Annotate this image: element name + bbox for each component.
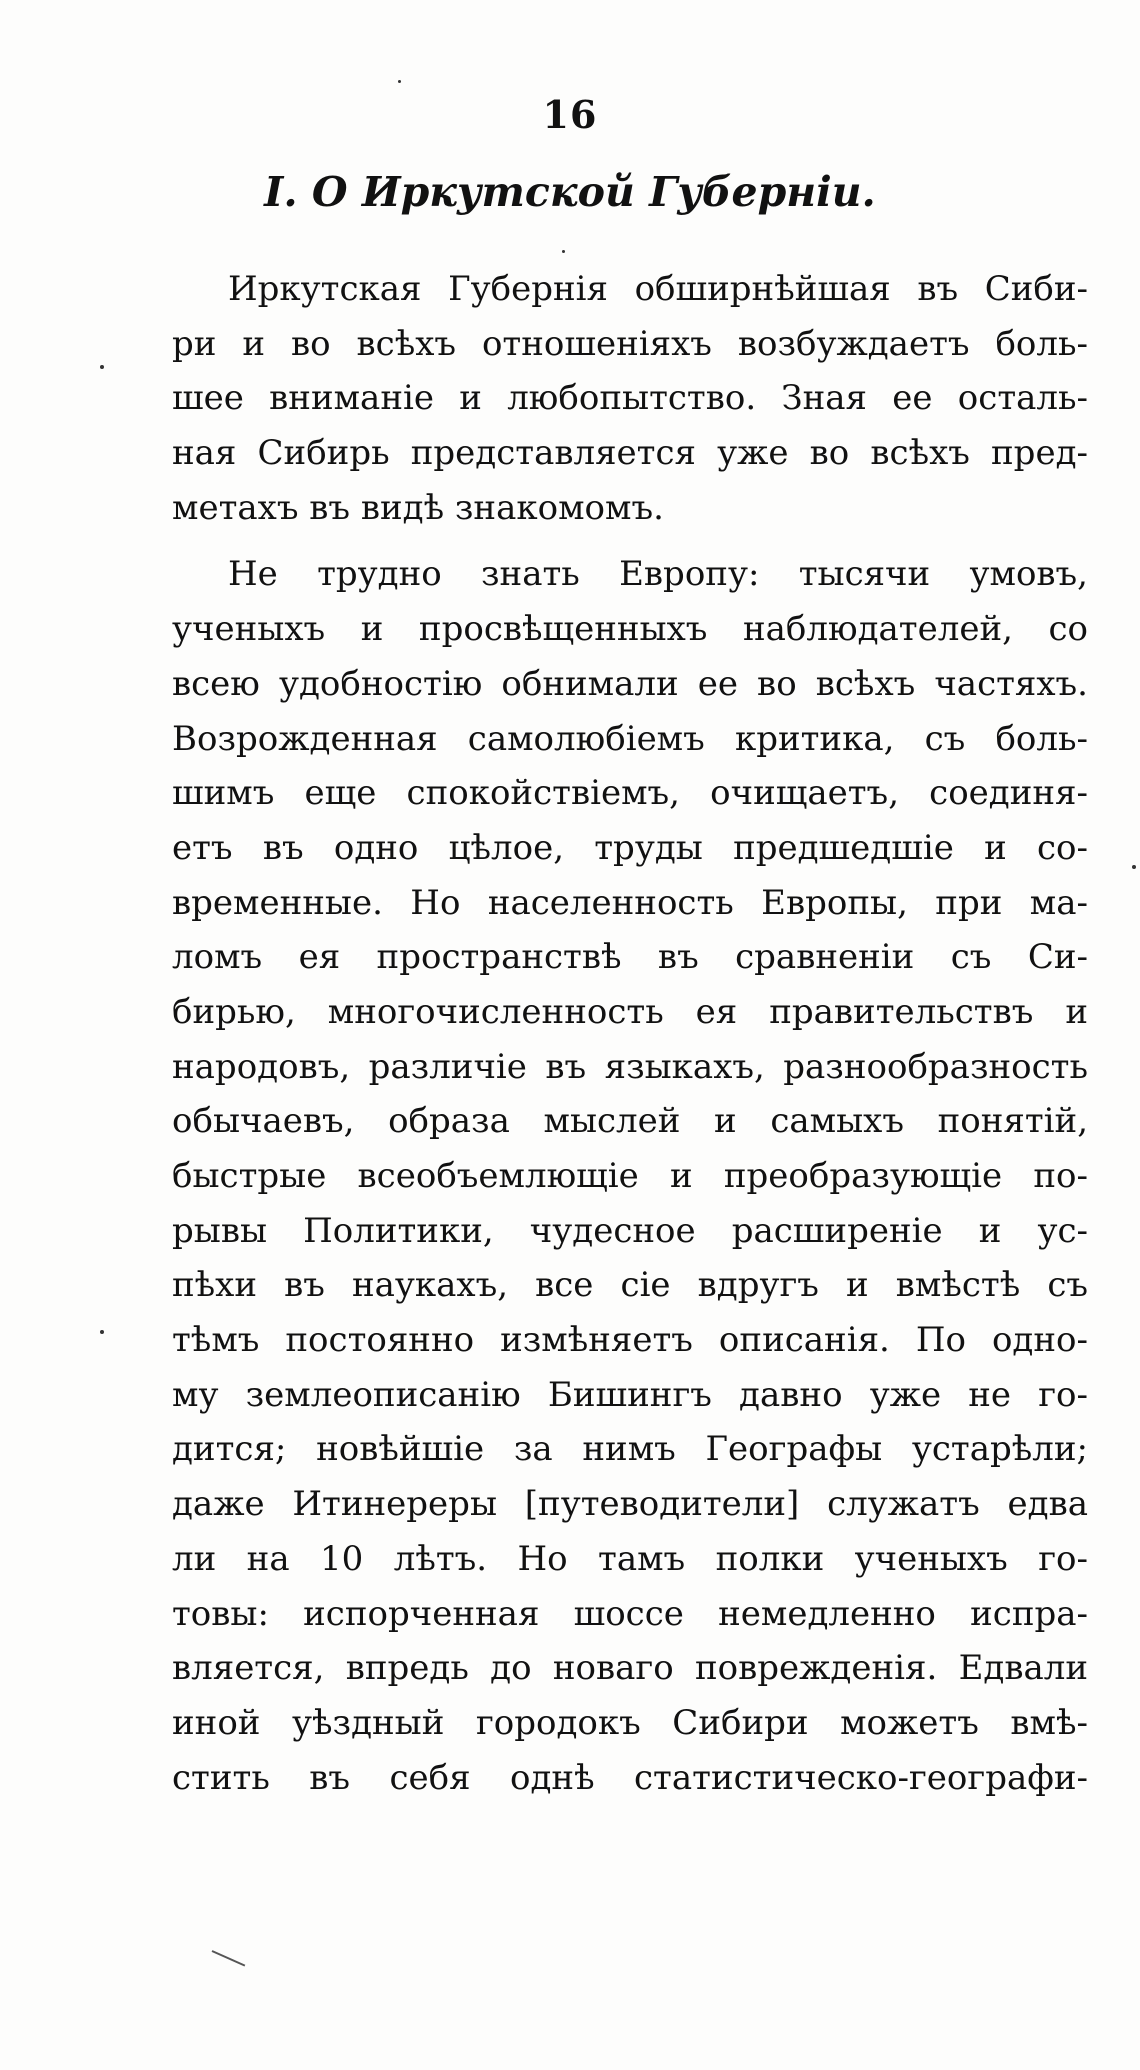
text-line: Возрожденная самолюбіемъ критика, съ боль-	[172, 718, 1088, 759]
scan-speck	[398, 80, 401, 83]
body-text	[172, 262, 1088, 1805]
text-line: народовъ, различіе въ языкахъ, разнообразность	[172, 1046, 1088, 1087]
text-line: Иркутская Губернія обширнѣйшая въ Сиби-	[228, 269, 1088, 309]
text-line: пѣхи въ наукахъ, все сіе вдругъ и вмѣстѣ съ	[172, 1265, 1088, 1306]
text-line: шимъ еще спокойствіемъ, очищаетъ, соединя-	[172, 773, 1088, 814]
scan-mark	[212, 1950, 246, 1966]
scan-speck	[100, 1330, 104, 1334]
text-line: тѣмъ постоянно измѣняетъ описанія. По одно-	[172, 1320, 1088, 1361]
text-line: дится; новѣйшіе за нимъ Географы устарѣли;	[172, 1429, 1088, 1470]
text-line: ная Сибирь представляется уже во всѣхъ пред-	[172, 433, 1088, 474]
text-line: стить въ себя однѣ статистическо-географи-	[172, 1757, 1088, 1798]
text-line: му землеописанію Бишингъ давно уже не го-	[172, 1374, 1088, 1415]
text-line: временные. Но населенность Европы, при ма-	[172, 882, 1088, 923]
text-line: быстрые всеобъемлющіе и преобразующіе по-	[172, 1156, 1088, 1196]
text-line: шее вниманіе и любопытство. Зная ее осталь-	[172, 378, 1088, 419]
scan-speck	[100, 365, 104, 369]
scan-speck	[562, 250, 565, 253]
text-line: обычаевъ, образа мыслей и самыхъ понятій,	[172, 1101, 1088, 1142]
page-number: 16	[542, 92, 598, 137]
text-line: ри и во всѣхъ отношеніяхъ возбуждаетъ боль-	[172, 323, 1088, 364]
text-line: етъ въ одно цѣлое, труды предшедшіе и со-	[172, 827, 1088, 868]
text-line: товы: испорченная шоссе немедленно испра-	[172, 1593, 1088, 1634]
text-line: метахъ въ видѣ знакомомъ.	[172, 487, 664, 528]
text-line: иной уѣздный городокъ Сибири можетъ вмѣ-	[172, 1702, 1088, 1743]
text-line: Не трудно знать Европу: тысячи умовъ,	[228, 554, 1088, 595]
text-line: даже Итинереры [путеводители] служатъ едва	[172, 1484, 1088, 1525]
text-line: ломъ ея пространствѣ въ сравненіи съ Си-	[172, 937, 1088, 978]
text-line: вляется, впредь до новаго поврежденія. Едвали	[172, 1648, 1088, 1689]
chapter-title: I. О Иркутской Губерніи.	[264, 168, 876, 216]
text-line: рывы Политики, чудесное расширеніе и ус-	[172, 1210, 1088, 1251]
text-line: всею удобностію обнимали ее во всѣхъ частяхъ.	[172, 663, 1088, 704]
text-line: ученыхъ и просвѣщенныхъ наблюдателей, со	[172, 609, 1088, 650]
text-line: бирью, многочисленность ея правительствъ и	[172, 991, 1088, 1032]
text-line: ли на 10 лѣтъ. Но тамъ полки ученыхъ го-	[172, 1538, 1088, 1579]
scan-speck	[1132, 865, 1136, 869]
